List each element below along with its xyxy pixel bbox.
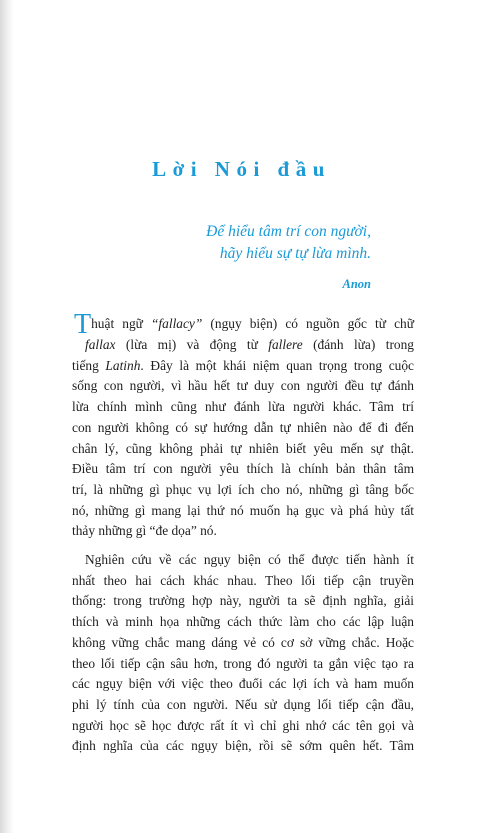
epigraph-attribution: Anon: [342, 277, 371, 291]
epigraph-line-1: Để hiểu tâm trí con người,: [206, 223, 371, 240]
text-line: lừa chính mình cũng như đánh lừa người khác. Tâm trí: [72, 399, 414, 415]
text-line: fallax (lừa mị) và động từ fallere (đánh lừa) trong: [85, 337, 414, 352]
text-line: không vững chắc mang dáng vẻ có cơ sở vững chắc. Hoặc: [72, 634, 414, 650]
drop-cap: T: [74, 309, 92, 340]
text-line: chân lý, cũng không phải tự nhiên biết yêu mến sự thật.: [72, 440, 414, 456]
epigraph: [206, 221, 371, 265]
text-line: sống con người, vì hầu hết tư duy con người đều tự đánh: [72, 378, 414, 394]
text-line: theo lối tiếp cận sâu hơn, trong đó người ta gắn việc tạo ra: [72, 655, 414, 671]
text-line: tiếng Latinh. Đây là một khái niệm quan trọng trong cuộc: [72, 357, 414, 373]
text-line: người học sẽ học được rất ít vì chỉ ghi nhớ các tên gọi và: [72, 717, 414, 733]
chapter-title: Lời Nói đầu: [152, 157, 331, 181]
text-line: thảy những gì “đe dọa” nó.: [72, 523, 217, 539]
text-line: trí, là những gì phục vụ lợi ích cho nó, những gì tâng bốc: [72, 481, 414, 497]
text-line: phi lý tính của con người. Nếu sử dụng lối tiếp cận đầu,: [72, 696, 414, 712]
text-line: Thuật ngữ “fallacy” (ngụy biện) có nguồn gốc từ chữ: [74, 309, 414, 340]
text-line: Điều tâm trí con người yêu thích là chính bản thân tâm: [72, 461, 414, 477]
paragraph-2: [72, 550, 414, 757]
text-line: định nghĩa của các ngụy biện, rồi sẽ sớm quên hết. Tâm: [72, 738, 414, 754]
body-text: [72, 309, 414, 757]
paragraph-gap: [72, 542, 414, 550]
text-line: các ngụy biện với việc theo đuổi các lợi ích và ham muốn: [72, 676, 414, 692]
text-line: nó, những gì mang lại thứ nó muốn hạ gục và phá hủy tất: [72, 502, 414, 518]
text-line: thống: trong trường hợp này, người ta sẽ định nghĩa, giải: [72, 593, 414, 609]
paragraph-1: [72, 309, 414, 542]
text-line: nhất theo hai cách khác nhau. Theo lối tiếp cận truyền: [72, 572, 414, 588]
text-line: thích và minh họa những cách thức làm cho các lập luận: [72, 614, 414, 630]
text-line: Nghiên cứu về các ngụy biện có thể được tiến hành ít: [85, 552, 414, 568]
text-line: con người không có sự hướng dẫn tự nhiên nào để đi đến: [72, 419, 414, 435]
epigraph-line-2: hãy hiểu sự tự lừa mình.: [219, 245, 371, 262]
page-gutter-shadow: [0, 0, 14, 833]
